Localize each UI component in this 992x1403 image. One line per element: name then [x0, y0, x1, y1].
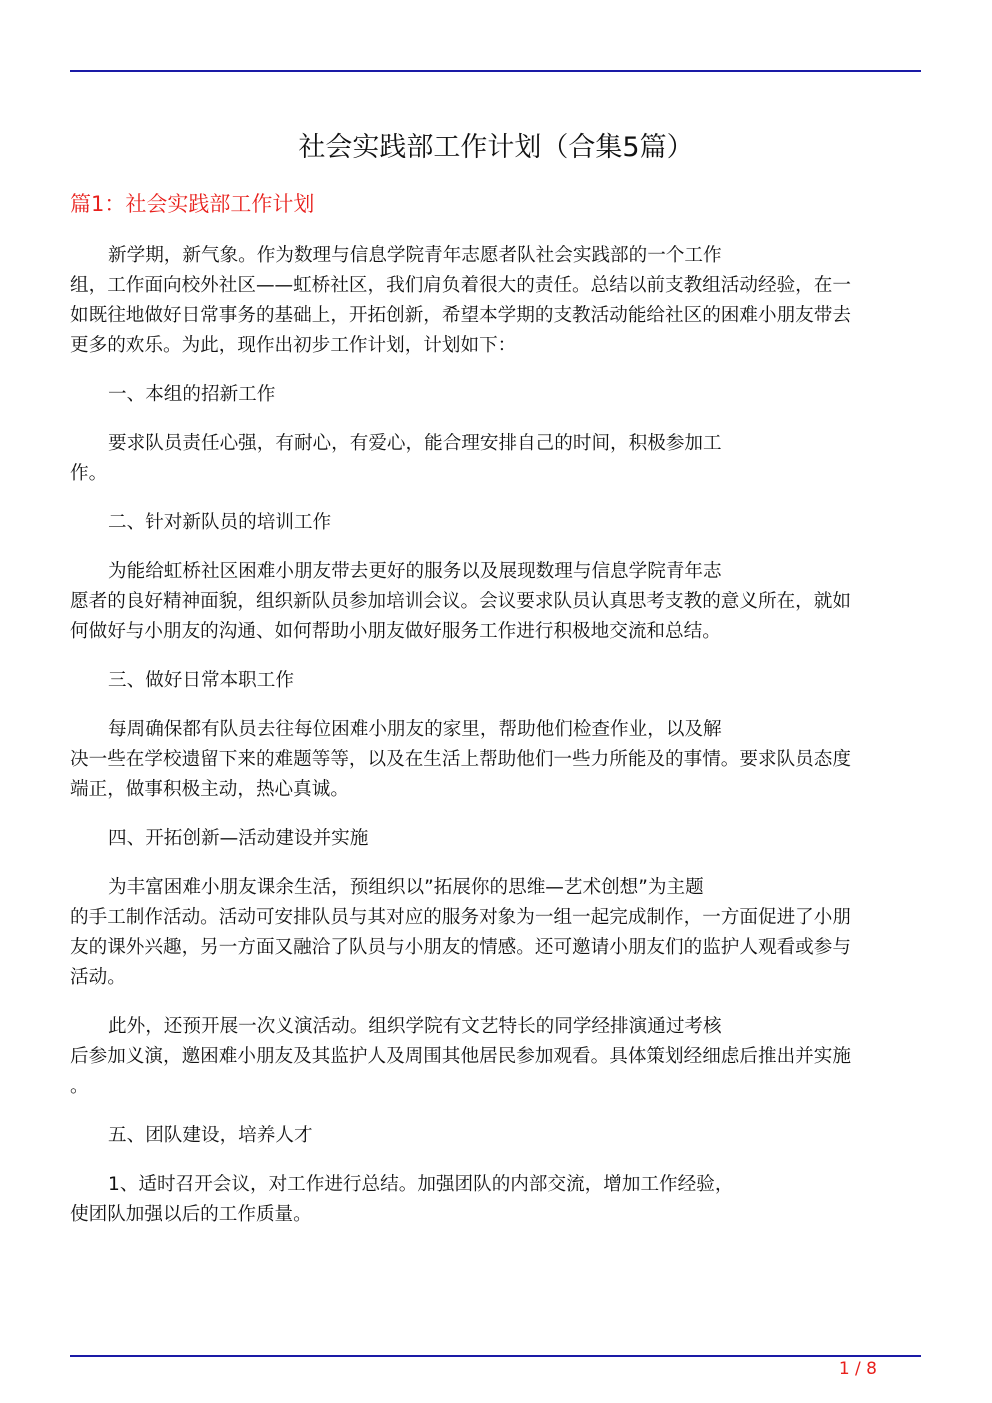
text-line: 新学期，新气象。作为数理与信息学院青年志愿者队社会实践部的一个工作	[108, 245, 722, 266]
text-line: 四、开拓创新—活动建设并实施	[108, 828, 369, 849]
text-line: 活动。	[70, 967, 126, 988]
paragraph	[70, 429, 920, 489]
text-line: 如既往地做好日常事务的基础上，开拓创新，希望本学期的支教活动能给社区的困难小朋友带去	[70, 305, 851, 326]
paragraph	[70, 715, 920, 805]
section-subheading	[70, 380, 920, 410]
text-line: 此外，还预开展一次义演活动。组织学院有文艺特长的同学经排演通过考核	[108, 1016, 722, 1037]
header-rule	[70, 70, 921, 72]
text-line: 后参加义演，邀困难小朋友及其监护人及周围其他居民参加观看。具体策划经细虑后推出并实施	[70, 1046, 851, 1067]
text-line: 要求队员责任心强，有耐心，有爱心，能合理安排自己的时间，积极参加工	[108, 433, 722, 454]
document-title: 社会实践部工作计划（合集5篇）	[298, 132, 694, 163]
section-subheading	[70, 1121, 920, 1151]
text-line: 为丰富困难小朋友课余生活，预组织以”拓展你的思维—艺术创想”为主题	[108, 877, 704, 898]
text-line: 。	[70, 1076, 89, 1097]
page-number: 1 / 8	[838, 1359, 877, 1379]
paragraph	[70, 1012, 920, 1102]
paragraph	[70, 241, 920, 361]
section-subheading	[70, 508, 920, 538]
text-line: 二、针对新队员的培训工作	[108, 512, 332, 533]
text-line: 使团队加强以后的工作质量。	[70, 1204, 312, 1225]
text-line: 愿者的良好精神面貌，组织新队员参加培训会议。会议要求队员认真思考支教的意义所在，就如	[70, 591, 851, 612]
text-line: 的手工制作活动。活动可安排队员与其对应的服务对象为一组一起完成制作，一方面促进了小朋	[70, 907, 851, 928]
paragraph	[70, 873, 920, 993]
text-line: 端正，做事积极主动，热心真诚。	[70, 779, 349, 800]
text-line: 五、团队建设，培养人才	[108, 1125, 313, 1146]
text-line: 每周确保都有队员去往每位困难小朋友的家里，帮助他们检查作业，以及解	[108, 719, 722, 740]
text-line: 组，工作面向校外社区——虹桥社区，我们肩负着很大的责任。总结以前支教组活动经验，在一	[70, 275, 851, 296]
text-line: 决一些在学校遗留下来的难题等等，以及在生活上帮助他们一些力所能及的事情。要求队员态度	[70, 749, 851, 770]
paragraph	[70, 557, 920, 647]
paragraph	[70, 1170, 920, 1230]
text-line: 1、适时召开会议，对工作进行总结。加强团队的内部交流，增加工作经验，	[108, 1174, 734, 1195]
text-line: 三、做好日常本职工作	[108, 670, 294, 691]
text-line: 一、本组的招新工作	[108, 384, 276, 405]
document-body	[70, 241, 920, 1249]
text-line: 为能给虹桥社区困难小朋友带去更好的服务以及展现数理与信息学院青年志	[108, 561, 722, 582]
text-line: 更多的欢乐。为此，现作出初步工作计划，计划如下：	[70, 335, 517, 356]
text-line: 作。	[70, 463, 108, 484]
text-line: 何做好与小朋友的沟通、如何帮助小朋友做好服务工作进行积极地交流和总结。	[70, 621, 721, 642]
text-line: 友的课外兴趣，另一方面又融洽了队员与小朋友的情感。还可邀请小朋友们的监护人观看或参与	[70, 937, 851, 958]
section-subheading	[70, 824, 920, 854]
footer-rule	[70, 1355, 921, 1357]
section-heading: 篇1：社会实践部工作计划	[70, 192, 315, 216]
section-subheading	[70, 666, 920, 696]
